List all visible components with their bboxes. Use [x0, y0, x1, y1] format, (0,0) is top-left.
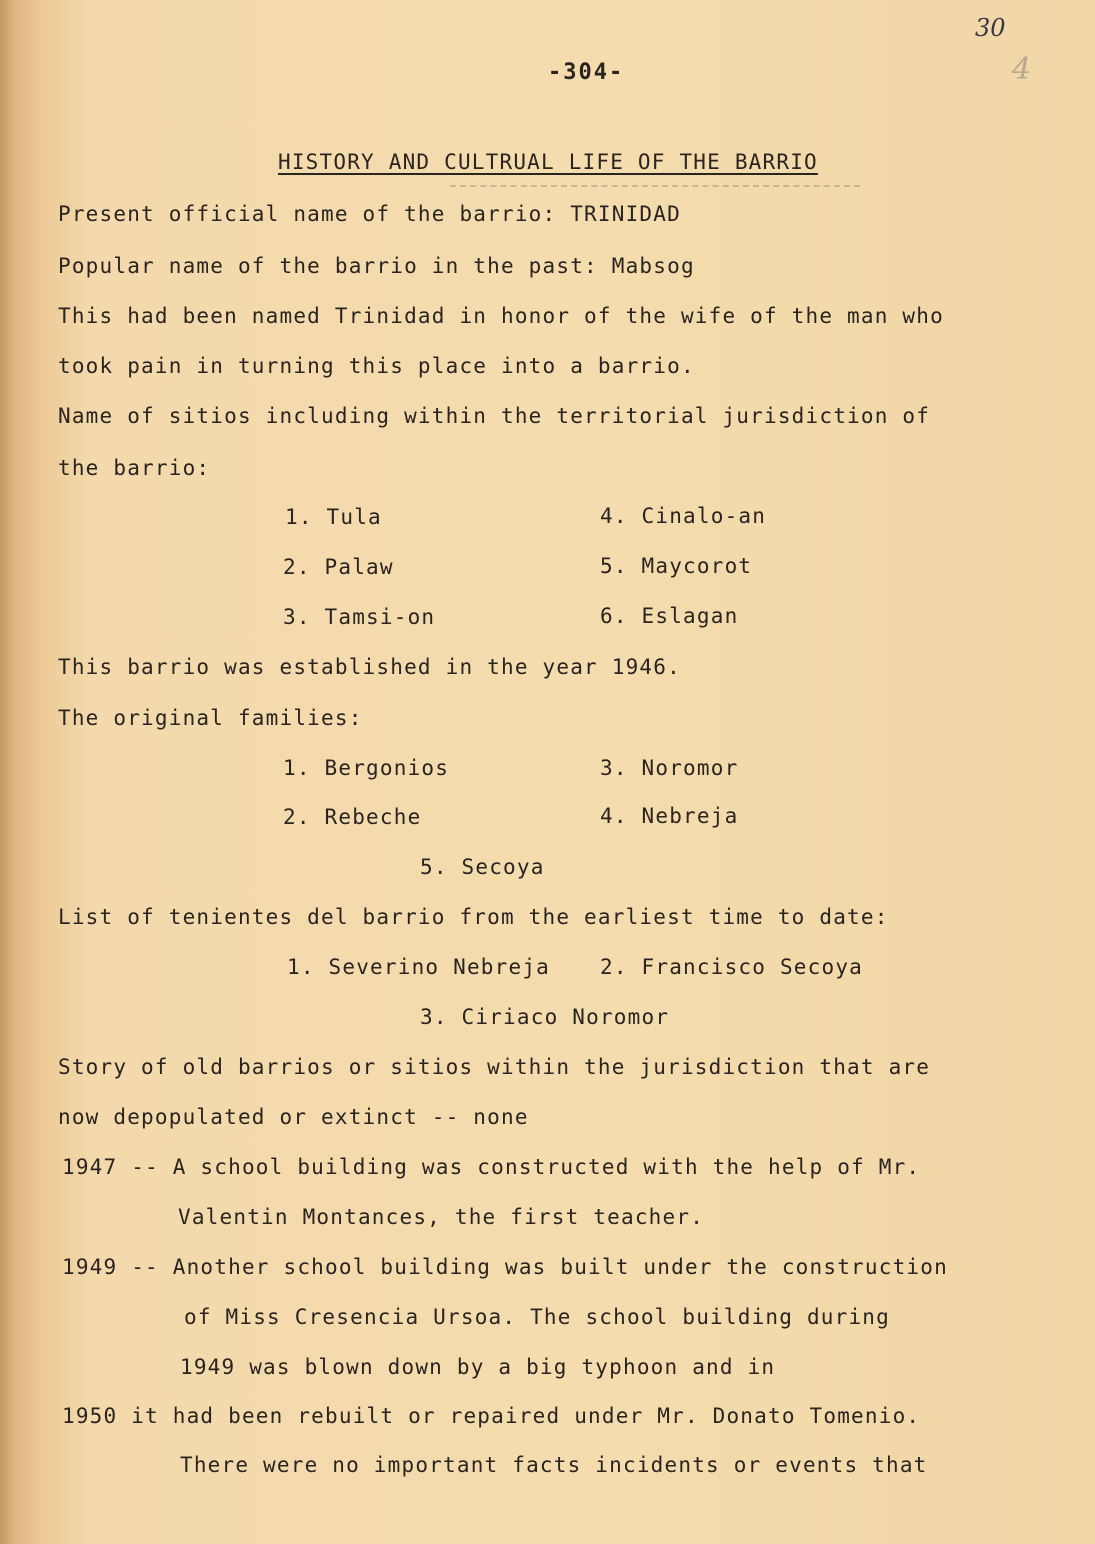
sitio-item: 1. Tula	[285, 505, 382, 529]
event-line: There were no important facts incidents or events that	[180, 1453, 928, 1477]
families-heading: The original families:	[58, 706, 363, 730]
family-item: 4. Nebreja	[600, 804, 739, 828]
family-item: 2. Rebeche	[283, 805, 422, 829]
page-number: -304-	[548, 60, 625, 85]
event-line: 1949 -- Another school building was built under the construction	[62, 1255, 948, 1279]
teniente-item: 1. Severino Nebreja	[287, 955, 551, 979]
tenientes-heading: List of tenientes del barrio from the earliest time to date:	[58, 905, 889, 929]
sitio-item: 2. Palaw	[283, 555, 394, 579]
handwritten-page-mark: 30	[975, 14, 1006, 42]
text-line: the barrio:	[58, 456, 211, 480]
handwritten-pencil-mark: 4	[1012, 52, 1032, 87]
document-title: HISTORY AND CULTRUAL LIFE OF THE BARRIO	[278, 150, 818, 174]
story-line: Story of old barrios or sitios within the jurisdiction that are	[58, 1055, 931, 1079]
family-item: 1. Bergonios	[283, 756, 450, 780]
family-item: 3. Noromor	[600, 756, 739, 780]
sitio-item: 4. Cinalo-an	[600, 504, 767, 528]
text-line: This had been named Trinidad in honor of the wife of the man who	[58, 304, 944, 328]
dashed-rule	[450, 185, 860, 187]
teniente-item: 2. Francisco Secoya	[600, 955, 864, 979]
sitio-item: 3. Tamsi-on	[283, 605, 436, 629]
story-line: now depopulated or extinct -- none	[58, 1105, 529, 1129]
popular-name-line: Popular name of the barrio in the past: Mabsog	[58, 254, 695, 278]
established-line: This barrio was established in the year 1946.	[58, 655, 681, 679]
family-item: 5. Secoya	[420, 855, 545, 879]
event-line: 1950 it had been rebuilt or repaired under Mr. Donato Tomenio.	[62, 1404, 921, 1428]
event-line: of Miss Cresencia Ursoa. The school building during	[184, 1305, 890, 1329]
text-line: took pain in turning this place into a barrio.	[58, 354, 695, 378]
official-name-line: Present official name of the barrio: TRINIDAD	[58, 202, 681, 226]
sitio-item: 5. Maycorot	[600, 554, 753, 578]
event-line: 1947 -- A school building was constructed with the help of Mr.	[62, 1155, 921, 1179]
teniente-item: 3. Ciriaco Noromor	[420, 1005, 670, 1029]
text-line: Name of sitios including within the territorial jurisdiction of	[58, 404, 931, 428]
event-line: Valentin Montances, the first teacher.	[178, 1205, 705, 1229]
event-line: 1949 was blown down by a big typhoon and in	[180, 1355, 776, 1379]
sitio-item: 6. Eslagan	[600, 604, 739, 628]
